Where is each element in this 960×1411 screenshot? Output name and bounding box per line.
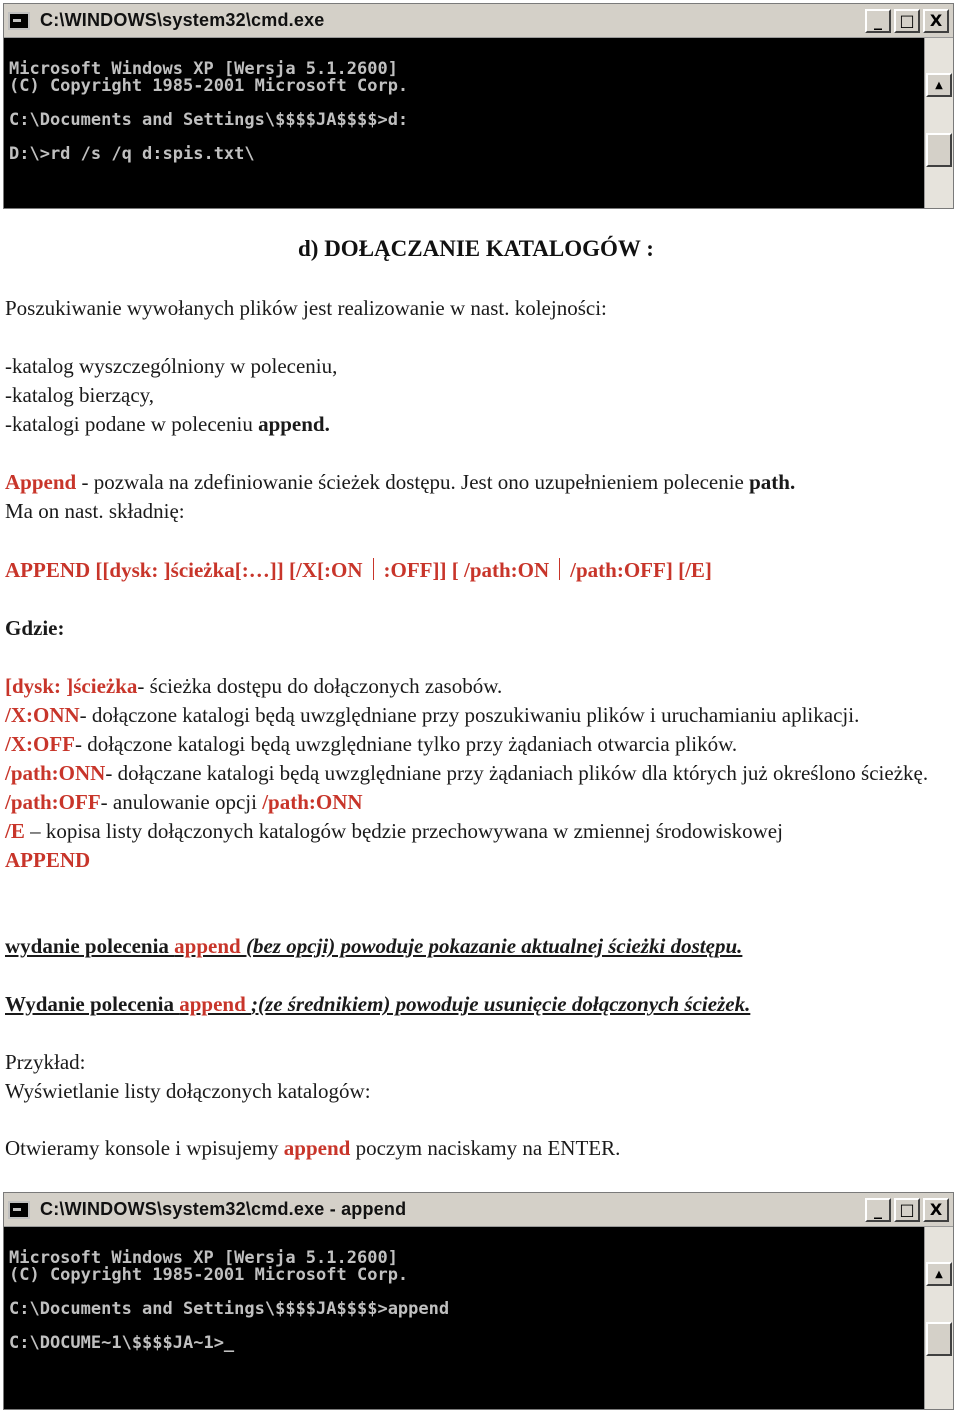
search-order-list [5,352,950,439]
param-item: /path:ONN- dołączane katalogi będą uwzględniane przy żądaniach plików dla których już określono ścieżkę. [5,761,929,785]
maximize-button[interactable]: □ [894,1198,920,1222]
minimize-button[interactable]: _ [865,1198,891,1222]
console-output[interactable] [4,1227,953,1409]
console-line: Microsoft Windows XP [Wersja 5.1.2600] [9,59,398,79]
syntax-line: APPEND [[dysk: ]ścieżka[:…]] [/X[:ON :OFF]] [ /path:ON /path:OFF] [/E] [5,558,712,582]
separator [373,558,374,580]
append-keyword: Append [5,470,77,494]
cmd-icon [8,12,30,30]
parameter-list [5,672,950,875]
maximize-button[interactable]: □ [894,9,920,33]
vertical-scrollbar[interactable] [924,1227,953,1409]
cmd-title-bar[interactable] [4,1193,953,1227]
example-section [5,1048,950,1106]
param-item: [dysk: ]ścieżka- ścieżka dostępu do dołączonych zasobów. [5,674,503,698]
scroll-thumb[interactable] [926,133,952,167]
console-line: (C) Copyright 1985-2001 Microsoft Corp. [9,1265,409,1285]
param-item: /path:OFF- anulowanie opcji /path:ONN [5,790,363,814]
cmd-icon [8,1201,30,1219]
console-line: D:\>rd /s /q d:spis.txt\ [9,144,255,164]
console-output[interactable] [4,38,953,208]
param-item: /X:OFF- dołączone katalogi będą uwzględniane tylko przy żądaniach otwarcia plików. [5,732,738,756]
separator [559,558,560,580]
cmd-title: C:\WINDOWS\system32\cmd.exe - append [40,1199,407,1219]
console-line: C:\DOCUME~1\$$$$JA~1>_ [9,1333,235,1353]
console-line: C:\Documents and Settings\$$$$JA$$$$>d: [9,110,409,130]
param-item: /X:ONN- dołączone katalogi będą uwzględniane przy poszukiwaniu plików i uruchamianiu aplikacji. [5,703,860,727]
cmd-title-bar[interactable] [4,4,953,38]
example-label: Przykład: [5,1050,86,1074]
intro-text: Poszukiwanie wywołanych plików jest realizowanie w nast. kolejności: [5,296,607,320]
scroll-thumb[interactable] [926,1322,952,1356]
list-item: -katalog bierzący, [5,383,155,407]
example-description: Wyświetlanie listy dołączonych katalogów: [5,1079,371,1103]
console-line: (C) Copyright 1985-2001 Microsoft Corp. [9,76,409,96]
append-description: Append - pozwala na zdefiniowanie ścieżek dostępu. Jest ono uzupełnieniem polecenie path. Ma on nast. składnię: [5,470,796,523]
minimize-button[interactable]: _ [865,9,891,33]
cmd-window-1 [3,3,954,209]
cmd-title: C:\WINDOWS\system32\cmd.exe [40,10,325,30]
param-item: /E – kopisa listy dołączonych katalogów będzie przechowywana w zmiennej środowiskowej APPEND [5,819,783,872]
instruction-text: Otwieramy konsole i wpisujemy append poczym naciskamy na ENTER. [5,1136,621,1160]
console-line: Microsoft Windows XP [Wersja 5.1.2600] [9,1248,398,1268]
close-button[interactable]: X [923,1198,949,1222]
cmd-window-2 [3,1192,954,1410]
path-keyword: path. [749,470,796,494]
vertical-scrollbar[interactable] [924,38,953,208]
gdzie-label: Gdzie: [5,616,65,640]
list-item: -katalogi podane w poleceniu append. [5,412,330,436]
note-semicolon: Wydanie polecenia append ;(ze średnikiem) powoduje usunięcie dołączonych ścieżek. [5,992,751,1016]
section-heading: d) DOŁĄCZANIE KATALOGÓW : [298,236,654,261]
scroll-up-arrow-icon[interactable]: ▲ [926,1262,952,1286]
close-button[interactable]: X [923,9,949,33]
scroll-up-arrow-icon[interactable]: ▲ [926,73,952,97]
document-body [5,294,950,323]
console-line: C:\Documents and Settings\$$$$JA$$$$>append [9,1299,450,1319]
note-no-options: wydanie polecenia append (bez opcji) powoduje pokazanie aktualnej ścieżki dostępu. [5,934,743,958]
list-item: -katalog wyszczególniony w poleceniu, [5,354,338,378]
